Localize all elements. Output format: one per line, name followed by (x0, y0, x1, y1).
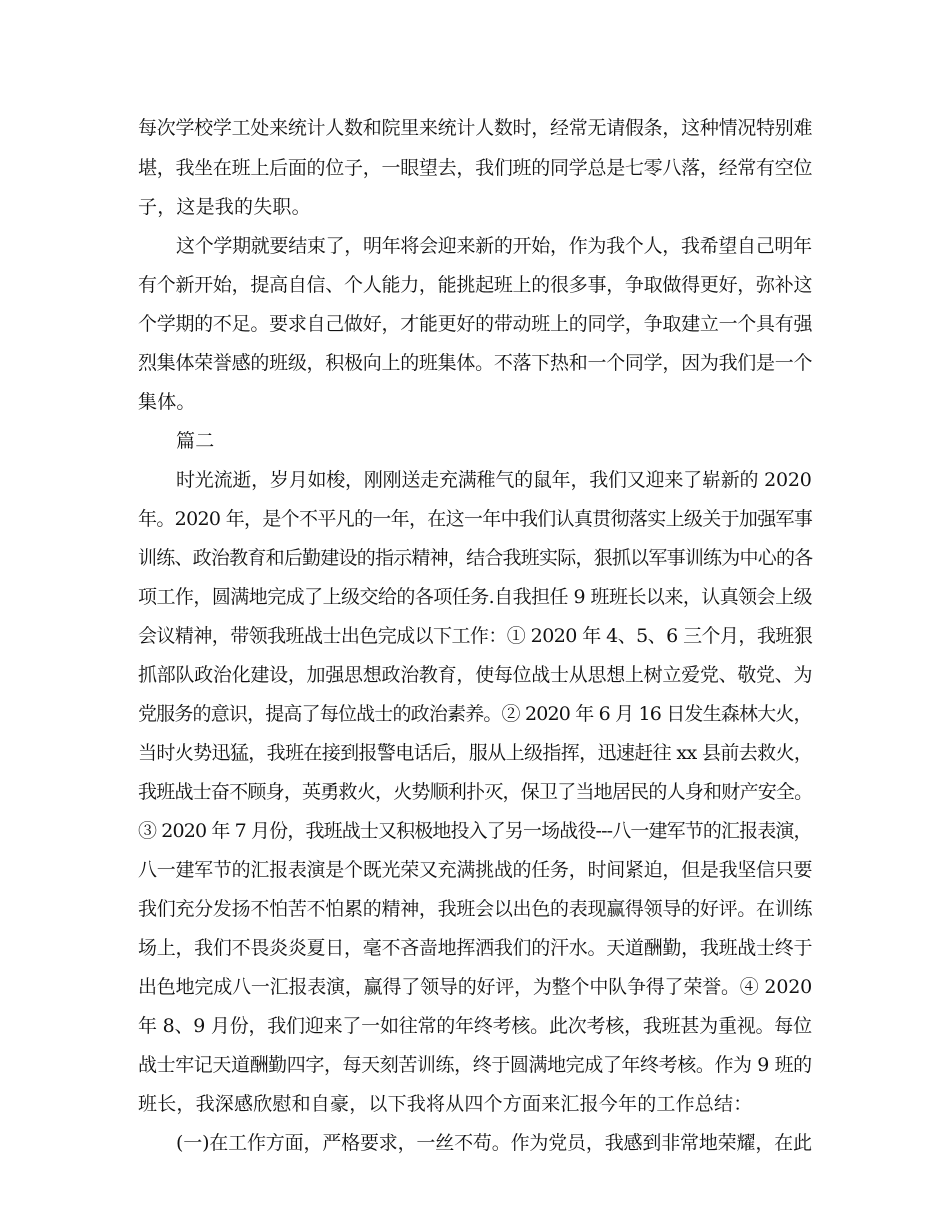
text-line: 子，这是我的失职。 (138, 196, 311, 218)
text-line: 有个新开始，提高自信、个人能力，能挑起班上的很多事，争取做得更好，弥补这 (138, 274, 813, 296)
text-line: 个学期的不足。要求自己做好，才能更好的带动班上的同学，争取建立一个具有强 (138, 313, 813, 335)
text-line: 堪，我坐在班上后面的位子，一眼望去，我们班的同学总是七零八落，经常有空位 (138, 157, 813, 179)
text-line: 这个学期就要结束了，明年将会迎来新的开始，作为我个人，我希望自己明年 (176, 235, 812, 257)
text-line: 每次学校学工处来统计人数和院里来统计人数时，经常无请假条，这种情况特别难 (138, 117, 813, 139)
text-line: 项工作，圆满地完成了上级交给的各项任务.自我担任 9 班班长以来，认真领会上级 (138, 586, 813, 608)
text-line: 当时火势迅猛，我班在接到报警电话后，服从上级指挥，迅速赶往 xx 县前去救火， (138, 742, 813, 764)
text-line: 抓部队政治化建设，加强思想政治教育，使每位战士从思想上树立爱党、敬党、为 (138, 664, 813, 686)
text-line: 我班战士奋不顾身，英勇救火，火势顺利扑灭，保卫了当地居民的人身和财产安全。 (138, 781, 813, 803)
text-line: 战士牢记天道酬勤四字，每天刻苦训练，终于圆满地完成了年终考核。作为 9 班的 (138, 1054, 812, 1076)
text-line: 训练、政治教育和后勤建设的指示精神，结合我班实际，狠抓以军事训练为中心的各 (138, 547, 813, 569)
text-line: 党服务的意识，提高了每位战士的政治素养。② 2020 年 6 月 16 日发生森林大火， (138, 703, 812, 725)
text-line: 会议精神，带领我班战士出色完成以下工作：① 2020 年 4、5、6 三个月，我班狠 (138, 625, 813, 647)
text-line: 年。2020 年，是个不平凡的一年，在这一年中我们认真贯彻落实上级关于加强军事 (138, 508, 813, 530)
text-line: ③ 2020 年 7 月份，我班战士又积极地投入了另一场战役---八一建军节的汇报表演， (138, 820, 812, 842)
text-line: 烈集体荣誉感的班级，积极向上的班集体。不落下热和一个同学，因为我们是一个 (138, 352, 813, 374)
text-line: 出色地完成八一汇报表演，赢得了领导的好评，为整个中队争得了荣誉。④ 2020 (138, 976, 812, 998)
text-line: 八一建军节的汇报表演是个既光荣又充满挑战的任务，时间紧迫，但是我坚信只要 (138, 859, 813, 881)
text-line: 场上，我们不畏炎炎夏日，毫不吝啬地挥洒我们的汗水。天道酬勤，我班战士终于 (138, 937, 813, 959)
text-line: 年 8、9 月份，我们迎来了一如往常的年终考核。此次考核，我班甚为重视。每位 (138, 1015, 812, 1037)
text-line: 时光流逝，岁月如梭，刚刚送走充满稚气的鼠年，我们又迎来了崭新的 2020 (176, 469, 812, 491)
text-line: 集体。 (138, 391, 196, 413)
text-line: 班长，我深感欣慰和自豪，以下我将从四个方面来汇报今年的工作总结： (138, 1093, 753, 1115)
text-line: (一)在工作方面，严格要求，一丝不苟。作为党员，我感到非常地荣耀，在此 (176, 1132, 812, 1154)
section-heading: 篇二 (176, 430, 215, 452)
text-line: 我们充分发扬不怕苦不怕累的精神，我班会以出色的表现赢得领导的好评。在训练 (138, 898, 813, 920)
